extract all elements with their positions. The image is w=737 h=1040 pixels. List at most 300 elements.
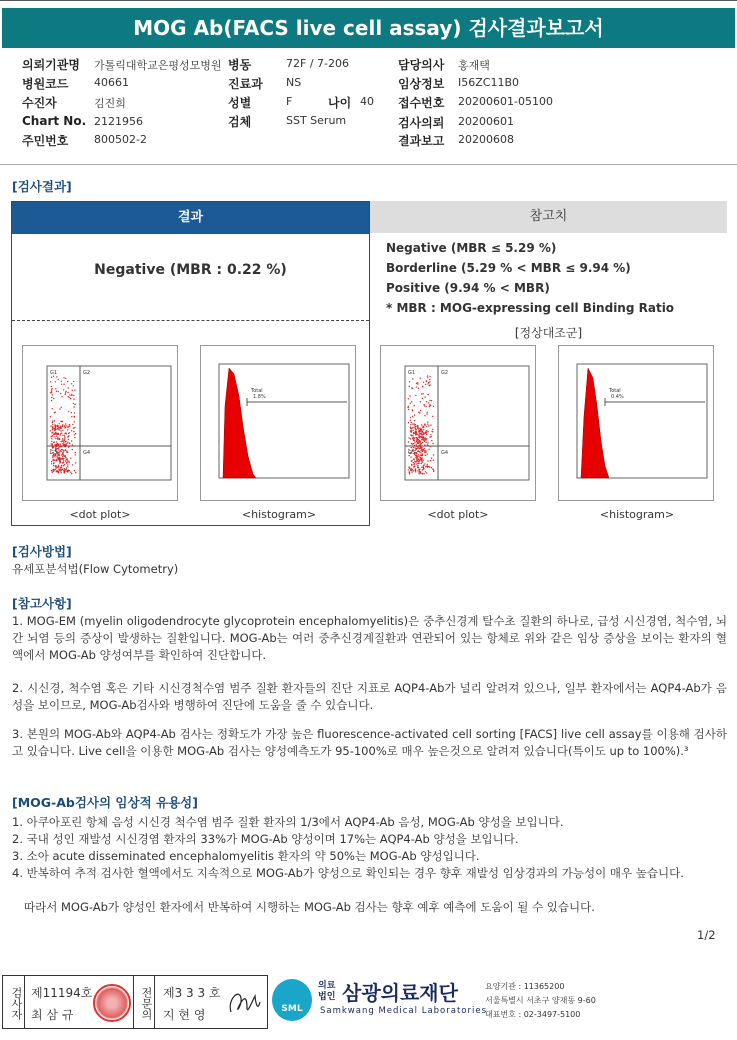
scatter-dot bbox=[60, 434, 61, 435]
scatter-dot bbox=[75, 454, 76, 455]
scatter-dot bbox=[58, 448, 59, 449]
scatter-dot bbox=[423, 468, 424, 469]
scatter-dot bbox=[51, 438, 52, 439]
scatter-dot bbox=[419, 460, 420, 461]
scatter-dot bbox=[425, 406, 426, 407]
scatter-dot bbox=[71, 440, 72, 441]
scatter-dot bbox=[52, 446, 53, 447]
scatter-dot bbox=[68, 447, 69, 448]
scatter-dot bbox=[425, 438, 426, 439]
histogram-svg bbox=[201, 346, 355, 500]
scatter-dot bbox=[68, 461, 69, 462]
scatter-dot bbox=[417, 425, 418, 426]
scatter-dot bbox=[428, 402, 429, 403]
scatter-dot bbox=[424, 448, 425, 449]
scatter-dot bbox=[419, 440, 420, 441]
result-header: 결과 bbox=[12, 202, 369, 234]
scatter-dot bbox=[418, 412, 419, 413]
org-address: 서울특별시 서초구 양재동 9-60 bbox=[485, 996, 596, 1005]
scatter-dot bbox=[57, 428, 58, 429]
scatter-dot bbox=[71, 412, 72, 413]
scatter-dot bbox=[66, 450, 67, 451]
scatter-dot bbox=[427, 412, 428, 413]
scatter-dot bbox=[420, 446, 421, 447]
scatter-dot bbox=[71, 416, 72, 417]
scatter-dot bbox=[64, 438, 65, 439]
quadrant-g2: G2 bbox=[83, 370, 91, 376]
scatter-dot bbox=[53, 465, 54, 466]
sml-logo-icon: SML bbox=[272, 979, 312, 1021]
control-hist-total: Total bbox=[609, 388, 621, 394]
scatter-dot bbox=[54, 420, 55, 421]
scatter-dot bbox=[70, 398, 71, 399]
scatter-dot bbox=[63, 450, 64, 451]
scatter-dot bbox=[413, 464, 414, 465]
scatter-dot bbox=[418, 434, 419, 435]
scatter-dot bbox=[52, 472, 53, 473]
doctor-value: 홍재택 bbox=[458, 59, 490, 72]
scatter-dot bbox=[51, 391, 52, 392]
report-title: MOG Ab(FACS live cell assay) 검사결과보고서 bbox=[2, 8, 735, 48]
scatter-dot bbox=[424, 405, 425, 406]
scatter-dot bbox=[416, 448, 417, 449]
scatter-dot bbox=[411, 401, 412, 402]
scatter-dot bbox=[67, 387, 68, 388]
sex-label: 성별 bbox=[228, 96, 252, 110]
scatter-dot bbox=[426, 426, 427, 427]
reference-header: 참고치 bbox=[370, 201, 727, 233]
scatter-dot bbox=[56, 435, 57, 436]
specialist-license: 제3 3 3 호 bbox=[163, 986, 221, 1000]
scatter-dot bbox=[60, 426, 61, 427]
ward-value: 72F / 7-206 bbox=[286, 57, 349, 70]
scatter-dot bbox=[422, 386, 423, 387]
scatter-dot bbox=[430, 446, 431, 447]
inspector-label: 검사자 bbox=[3, 976, 25, 1028]
scatter-dot bbox=[67, 459, 68, 460]
scatter-dot bbox=[73, 403, 74, 404]
scatter-dot bbox=[409, 437, 410, 438]
scatter-dot bbox=[59, 458, 60, 459]
scatter-dot bbox=[67, 427, 68, 428]
dot-plot-svg bbox=[23, 346, 177, 500]
scatter-dot bbox=[64, 435, 65, 436]
scatter-dot bbox=[60, 451, 61, 452]
scatter-dot bbox=[408, 441, 409, 442]
scatter-dot bbox=[417, 428, 418, 429]
signature-box bbox=[2, 975, 268, 1029]
scatter-dot bbox=[428, 431, 429, 432]
specimen-label: 검체 bbox=[228, 115, 252, 129]
scatter-dot bbox=[56, 459, 57, 460]
patient-label: 수진자 bbox=[22, 96, 57, 110]
scatter-dot bbox=[62, 424, 63, 425]
scatter-dot bbox=[427, 464, 428, 465]
scatter-dot bbox=[74, 416, 75, 417]
scatter-dot bbox=[416, 429, 417, 430]
scatter-dot bbox=[418, 456, 419, 457]
scatter-dot bbox=[66, 467, 67, 468]
signature-icon bbox=[225, 986, 263, 1020]
scatter-dot bbox=[411, 472, 412, 473]
scatter-dot bbox=[52, 457, 53, 458]
scatter-dot bbox=[412, 435, 413, 436]
scatter-dot bbox=[67, 442, 68, 443]
receipt-label: 접수번호 bbox=[398, 96, 445, 110]
scatter-dot bbox=[53, 462, 54, 463]
scatter-dot bbox=[61, 441, 62, 442]
specialist-label: 전문의 bbox=[133, 976, 155, 1028]
scatter-dot bbox=[417, 460, 418, 461]
scatter-dot bbox=[62, 430, 63, 431]
scatter-dot bbox=[409, 471, 410, 472]
scatter-dot bbox=[411, 387, 412, 388]
scatter-dot bbox=[53, 436, 54, 437]
scatter-dot bbox=[412, 423, 413, 424]
scatter-dot bbox=[412, 378, 413, 379]
scatter-dot bbox=[424, 439, 425, 440]
scatter-dot bbox=[421, 429, 422, 430]
chart-value: 2121956 bbox=[94, 115, 143, 128]
scatter-dot bbox=[422, 431, 423, 432]
scatter-dot bbox=[416, 444, 417, 445]
scatter-dot bbox=[411, 435, 412, 436]
scatter-dot bbox=[409, 386, 410, 387]
page-number: 1/2 bbox=[697, 928, 716, 942]
note-3: 3. 본원의 MOG-Ab와 AQP4-Ab 검사는 정확도가 가장 높은 fluorescence-activated cell sorting [FACS] live cell assay를 이용해 검사하고 있습니다. Live cell을 이용한 MOG-Ab 검사는 양성예측도가 95-100%로 매우 높은것으로 알려져 있습니다(특이도 up to 100%).³ bbox=[12, 727, 727, 758]
scatter-dot bbox=[65, 391, 66, 392]
scatter-dot bbox=[421, 424, 422, 425]
scatter-dot bbox=[433, 454, 434, 455]
scatter-dot bbox=[427, 445, 428, 446]
scatter-dot bbox=[73, 381, 74, 382]
scatter-dot bbox=[65, 427, 66, 428]
scatter-dot bbox=[427, 454, 428, 455]
patient-value: 김진희 bbox=[94, 97, 126, 110]
scatter-dot bbox=[58, 391, 59, 392]
scatter-dot bbox=[418, 458, 419, 459]
scatter-dot bbox=[62, 453, 63, 454]
scatter-dot bbox=[63, 377, 64, 378]
scatter-dot bbox=[52, 427, 53, 428]
scatter-dot bbox=[412, 409, 413, 410]
scatter-dot bbox=[408, 422, 409, 423]
scatter-dot bbox=[72, 445, 73, 446]
scatter-dot bbox=[54, 441, 55, 442]
scatter-dot bbox=[429, 406, 430, 407]
scatter-dot bbox=[59, 423, 60, 424]
scatter-dot bbox=[51, 386, 52, 387]
scatter-dot bbox=[62, 435, 63, 436]
scatter-dot bbox=[60, 433, 61, 434]
scatter-dot bbox=[61, 469, 62, 470]
scatter-dot bbox=[52, 420, 53, 421]
scatter-dot bbox=[429, 466, 430, 467]
scatter-dot bbox=[425, 455, 426, 456]
scatter-dot bbox=[417, 382, 418, 383]
scatter-dot bbox=[429, 384, 430, 385]
scatter-dot bbox=[67, 429, 68, 430]
scatter-dot bbox=[419, 471, 420, 472]
scatter-dot bbox=[416, 441, 417, 442]
scatter-dot bbox=[56, 441, 57, 442]
scatter-dot bbox=[410, 456, 411, 457]
scatter-dot bbox=[413, 443, 414, 444]
scatter-dot bbox=[58, 472, 59, 473]
scatter-dot bbox=[417, 450, 418, 451]
scatter-dot bbox=[50, 430, 51, 431]
scatter-dot bbox=[423, 393, 424, 394]
scatter-dot bbox=[426, 438, 427, 439]
scatter-dot bbox=[61, 407, 62, 408]
scatter-dot bbox=[58, 444, 59, 445]
scatter-dot bbox=[416, 386, 417, 387]
quadrant-g3: G3 bbox=[408, 450, 416, 456]
scatter-dot bbox=[74, 421, 75, 422]
age-label: 나이 bbox=[328, 96, 352, 110]
dept-label: 진료과 bbox=[228, 77, 263, 91]
clinical-value: I56ZC11B0 bbox=[458, 76, 519, 89]
scatter-dot bbox=[67, 464, 68, 465]
scatter-dot bbox=[433, 460, 434, 461]
scatter-dot bbox=[59, 451, 60, 452]
scatter-dot bbox=[423, 465, 424, 466]
method-title: [검사방법] bbox=[12, 544, 72, 559]
scatter-dot bbox=[424, 441, 425, 442]
scatter-dot bbox=[410, 420, 411, 421]
scatter-dot bbox=[414, 445, 415, 446]
scatter-dot bbox=[427, 421, 428, 422]
scatter-dot bbox=[74, 427, 75, 428]
control-dot-cluster bbox=[407, 375, 434, 474]
scatter-dot bbox=[55, 381, 56, 382]
scatter-dot bbox=[59, 470, 60, 471]
scatter-dot bbox=[410, 403, 411, 404]
scatter-dot bbox=[51, 400, 52, 401]
scatter-dot bbox=[55, 468, 56, 469]
scatter-dot bbox=[54, 411, 55, 412]
scatter-dot bbox=[74, 470, 75, 471]
scatter-dot bbox=[51, 397, 52, 398]
request-label: 검사의뢰 bbox=[398, 116, 445, 130]
scatter-dot bbox=[58, 466, 59, 467]
specimen-value: SST Serum bbox=[286, 114, 347, 127]
scatter-dot bbox=[57, 433, 58, 434]
scatter-dot bbox=[415, 457, 416, 458]
scatter-dot bbox=[69, 470, 70, 471]
scatter-dot bbox=[51, 470, 52, 471]
scatter-dot bbox=[431, 467, 432, 468]
org-prefix: 의료법인 bbox=[318, 981, 336, 1002]
scatter-dot bbox=[421, 460, 422, 461]
scatter-dot bbox=[64, 472, 65, 473]
scatter-dot bbox=[420, 443, 421, 444]
scatter-dot bbox=[410, 417, 411, 418]
scatter-dot bbox=[422, 442, 423, 443]
scatter-dot bbox=[429, 400, 430, 401]
scatter-dot bbox=[429, 404, 430, 405]
scatter-dot bbox=[56, 433, 57, 434]
scatter-dot bbox=[64, 455, 65, 456]
scatter-dot bbox=[422, 469, 423, 470]
scatter-dot bbox=[62, 468, 63, 469]
scatter-dot bbox=[427, 442, 428, 443]
hist-total: Total bbox=[251, 388, 263, 394]
scatter-dot bbox=[432, 431, 433, 432]
scatter-dot bbox=[426, 401, 427, 402]
scatter-dot bbox=[62, 449, 63, 450]
scatter-dot bbox=[419, 451, 420, 452]
scatter-dot bbox=[50, 426, 51, 427]
scatter-dot bbox=[55, 427, 56, 428]
utility-1: 1. 아쿠아포린 항체 음성 시신경 척수염 범주 질환 환자의 1/3에서 AQP4-Ab 음성, MOG-Ab 양성을 보입니다. bbox=[12, 815, 564, 829]
scatter-dot bbox=[414, 466, 415, 467]
scatter-dot bbox=[62, 462, 63, 463]
scatter-dot bbox=[421, 443, 422, 444]
method-text: 유세포분석법(Flow Cytometry) bbox=[12, 562, 179, 576]
scatter-dot bbox=[418, 448, 419, 449]
scatter-dot bbox=[53, 434, 54, 435]
scatter-dot bbox=[67, 392, 68, 393]
scatter-dot bbox=[410, 424, 411, 425]
hospital-code-label: 병원코드 bbox=[22, 77, 69, 91]
scatter-dot bbox=[59, 446, 60, 447]
org-code: 요양기관 : 11365200 bbox=[485, 982, 565, 991]
request-value: 20200601 bbox=[458, 115, 514, 128]
scatter-dot bbox=[422, 473, 423, 474]
utility-4: 4. 반복하여 추적 검사한 혈액에서도 지속적으로 MOG-Ab가 양성으로 확인되는 경우 향후 재발성 임상경과의 가능성이 매우 높습니다. bbox=[12, 866, 684, 880]
scatter-dot bbox=[62, 438, 63, 439]
scatter-dot bbox=[53, 428, 54, 429]
scatter-dot bbox=[420, 452, 421, 453]
control-dot-svg bbox=[381, 346, 535, 500]
scatter-dot bbox=[423, 382, 424, 383]
scatter-dot bbox=[416, 437, 417, 438]
scatter-dot bbox=[62, 441, 63, 442]
utility-3: 3. 소아 acute disseminated encephalomyelitis 환자의 약 50%는 MOG-Ab 양성입니다. bbox=[12, 849, 480, 863]
scatter-dot bbox=[431, 400, 432, 401]
scatter-dot bbox=[418, 463, 419, 464]
scatter-dot bbox=[411, 428, 412, 429]
control-histogram-svg bbox=[559, 346, 713, 500]
scatter-dot bbox=[423, 473, 424, 474]
scatter-dot bbox=[57, 457, 58, 458]
scatter-dot bbox=[431, 440, 432, 441]
scatter-dot bbox=[56, 471, 57, 472]
scatter-dot bbox=[409, 381, 410, 382]
utility-title: [MOG-Ab검사의 임상적 유용성] bbox=[12, 795, 198, 810]
result-value: Negative (MBR : 0.22 %) bbox=[94, 262, 287, 278]
control-dot-plot bbox=[380, 345, 536, 501]
scatter-dot bbox=[410, 438, 411, 439]
scatter-dot bbox=[73, 398, 74, 399]
scatter-dot bbox=[414, 440, 415, 441]
scatter-dot bbox=[69, 425, 70, 426]
scatter-dot bbox=[413, 458, 414, 459]
id-label: 주민번호 bbox=[22, 134, 69, 148]
scatter-dot bbox=[51, 463, 52, 464]
scatter-dot bbox=[60, 430, 61, 431]
scatter-dot bbox=[418, 388, 419, 389]
quadrant-g1: G1 bbox=[408, 370, 416, 376]
scatter-dot bbox=[420, 410, 421, 411]
scatter-dot bbox=[416, 434, 417, 435]
org-english: Samkwang Medical Laboratories bbox=[320, 1006, 488, 1016]
scatter-dot bbox=[59, 438, 60, 439]
control-hist-pct: 0.4% bbox=[611, 394, 624, 400]
scatter-dot bbox=[57, 426, 58, 427]
scatter-dot bbox=[62, 459, 63, 460]
scatter-dot bbox=[60, 461, 61, 462]
scatter-dot bbox=[53, 469, 54, 470]
scatter-dot bbox=[420, 448, 421, 449]
dot-plot-label: <dot plot> bbox=[69, 508, 131, 521]
scatter-dot bbox=[414, 423, 415, 424]
hist-pct: 1.8% bbox=[253, 394, 266, 400]
reference-ranges bbox=[386, 238, 674, 318]
scatter-dot bbox=[415, 426, 416, 427]
scatter-dot bbox=[64, 437, 65, 438]
scatter-dot bbox=[415, 469, 416, 470]
utility-5: 따라서 MOG-Ab가 양성인 환자에서 반복하여 시행하는 MOG-Ab 검사는 향후 예후 예측에 도움이 될 수 있습니다. bbox=[24, 900, 595, 914]
scatter-dot bbox=[414, 420, 415, 421]
scatter-dot bbox=[429, 379, 430, 380]
scatter-dot bbox=[52, 408, 53, 409]
scatter-dot bbox=[418, 454, 419, 455]
scatter-dot bbox=[73, 427, 74, 428]
scatter-dot bbox=[65, 423, 66, 424]
scatter-dot bbox=[414, 427, 415, 428]
inspector-name: 최 삼 규 bbox=[31, 1008, 74, 1022]
scatter-dot bbox=[421, 435, 422, 436]
scatter-dot bbox=[419, 430, 420, 431]
scatter-dot bbox=[58, 454, 59, 455]
institution-value: 가톨릭대학교은평성모병원 bbox=[94, 59, 222, 72]
scatter-dot bbox=[67, 470, 68, 471]
dot-cluster bbox=[50, 376, 77, 475]
scatter-dot bbox=[433, 471, 434, 472]
scatter-dot bbox=[69, 424, 70, 425]
scatter-dot bbox=[65, 392, 66, 393]
report-value: 20200608 bbox=[458, 133, 514, 146]
scatter-dot bbox=[69, 394, 70, 395]
scatter-dot bbox=[427, 383, 428, 384]
scatter-dot bbox=[58, 427, 59, 428]
scatter-dot bbox=[416, 458, 417, 459]
scatter-dot bbox=[58, 379, 59, 380]
scatter-dot bbox=[413, 447, 414, 448]
scatter-dot bbox=[58, 452, 59, 453]
scatter-dot bbox=[73, 431, 74, 432]
scatter-dot bbox=[51, 388, 52, 389]
scatter-dot bbox=[54, 444, 55, 445]
scatter-dot bbox=[69, 397, 70, 398]
note-2: 2. 시신경, 척수염 혹은 기타 시신경척수염 범주 질환 환자들의 진단 지표로 AQP4-Ab가 널리 알려져 있으나, 일부 환자에서는 AQP4-Ab가 음성을 보이므로, MOG-Ab검사와 병행하여 진단에 도움을 줄 수 있습니다. bbox=[12, 681, 727, 712]
scatter-dot bbox=[56, 460, 57, 461]
scatter-dot bbox=[432, 469, 433, 470]
scatter-dot bbox=[420, 450, 421, 451]
scatter-dot bbox=[425, 451, 426, 452]
scatter-dot bbox=[411, 470, 412, 471]
scatter-dot bbox=[408, 406, 409, 407]
scatter-dot bbox=[56, 446, 57, 447]
scatter-dot bbox=[432, 429, 433, 430]
scatter-dot bbox=[425, 384, 426, 385]
ref-borderline: Borderline (5.29 % < MBR ≤ 9.94 %) bbox=[386, 261, 631, 275]
scatter-dot bbox=[430, 434, 431, 435]
doctor-label: 담당의사 bbox=[398, 58, 445, 72]
quadrant-g4: G4 bbox=[83, 450, 91, 456]
